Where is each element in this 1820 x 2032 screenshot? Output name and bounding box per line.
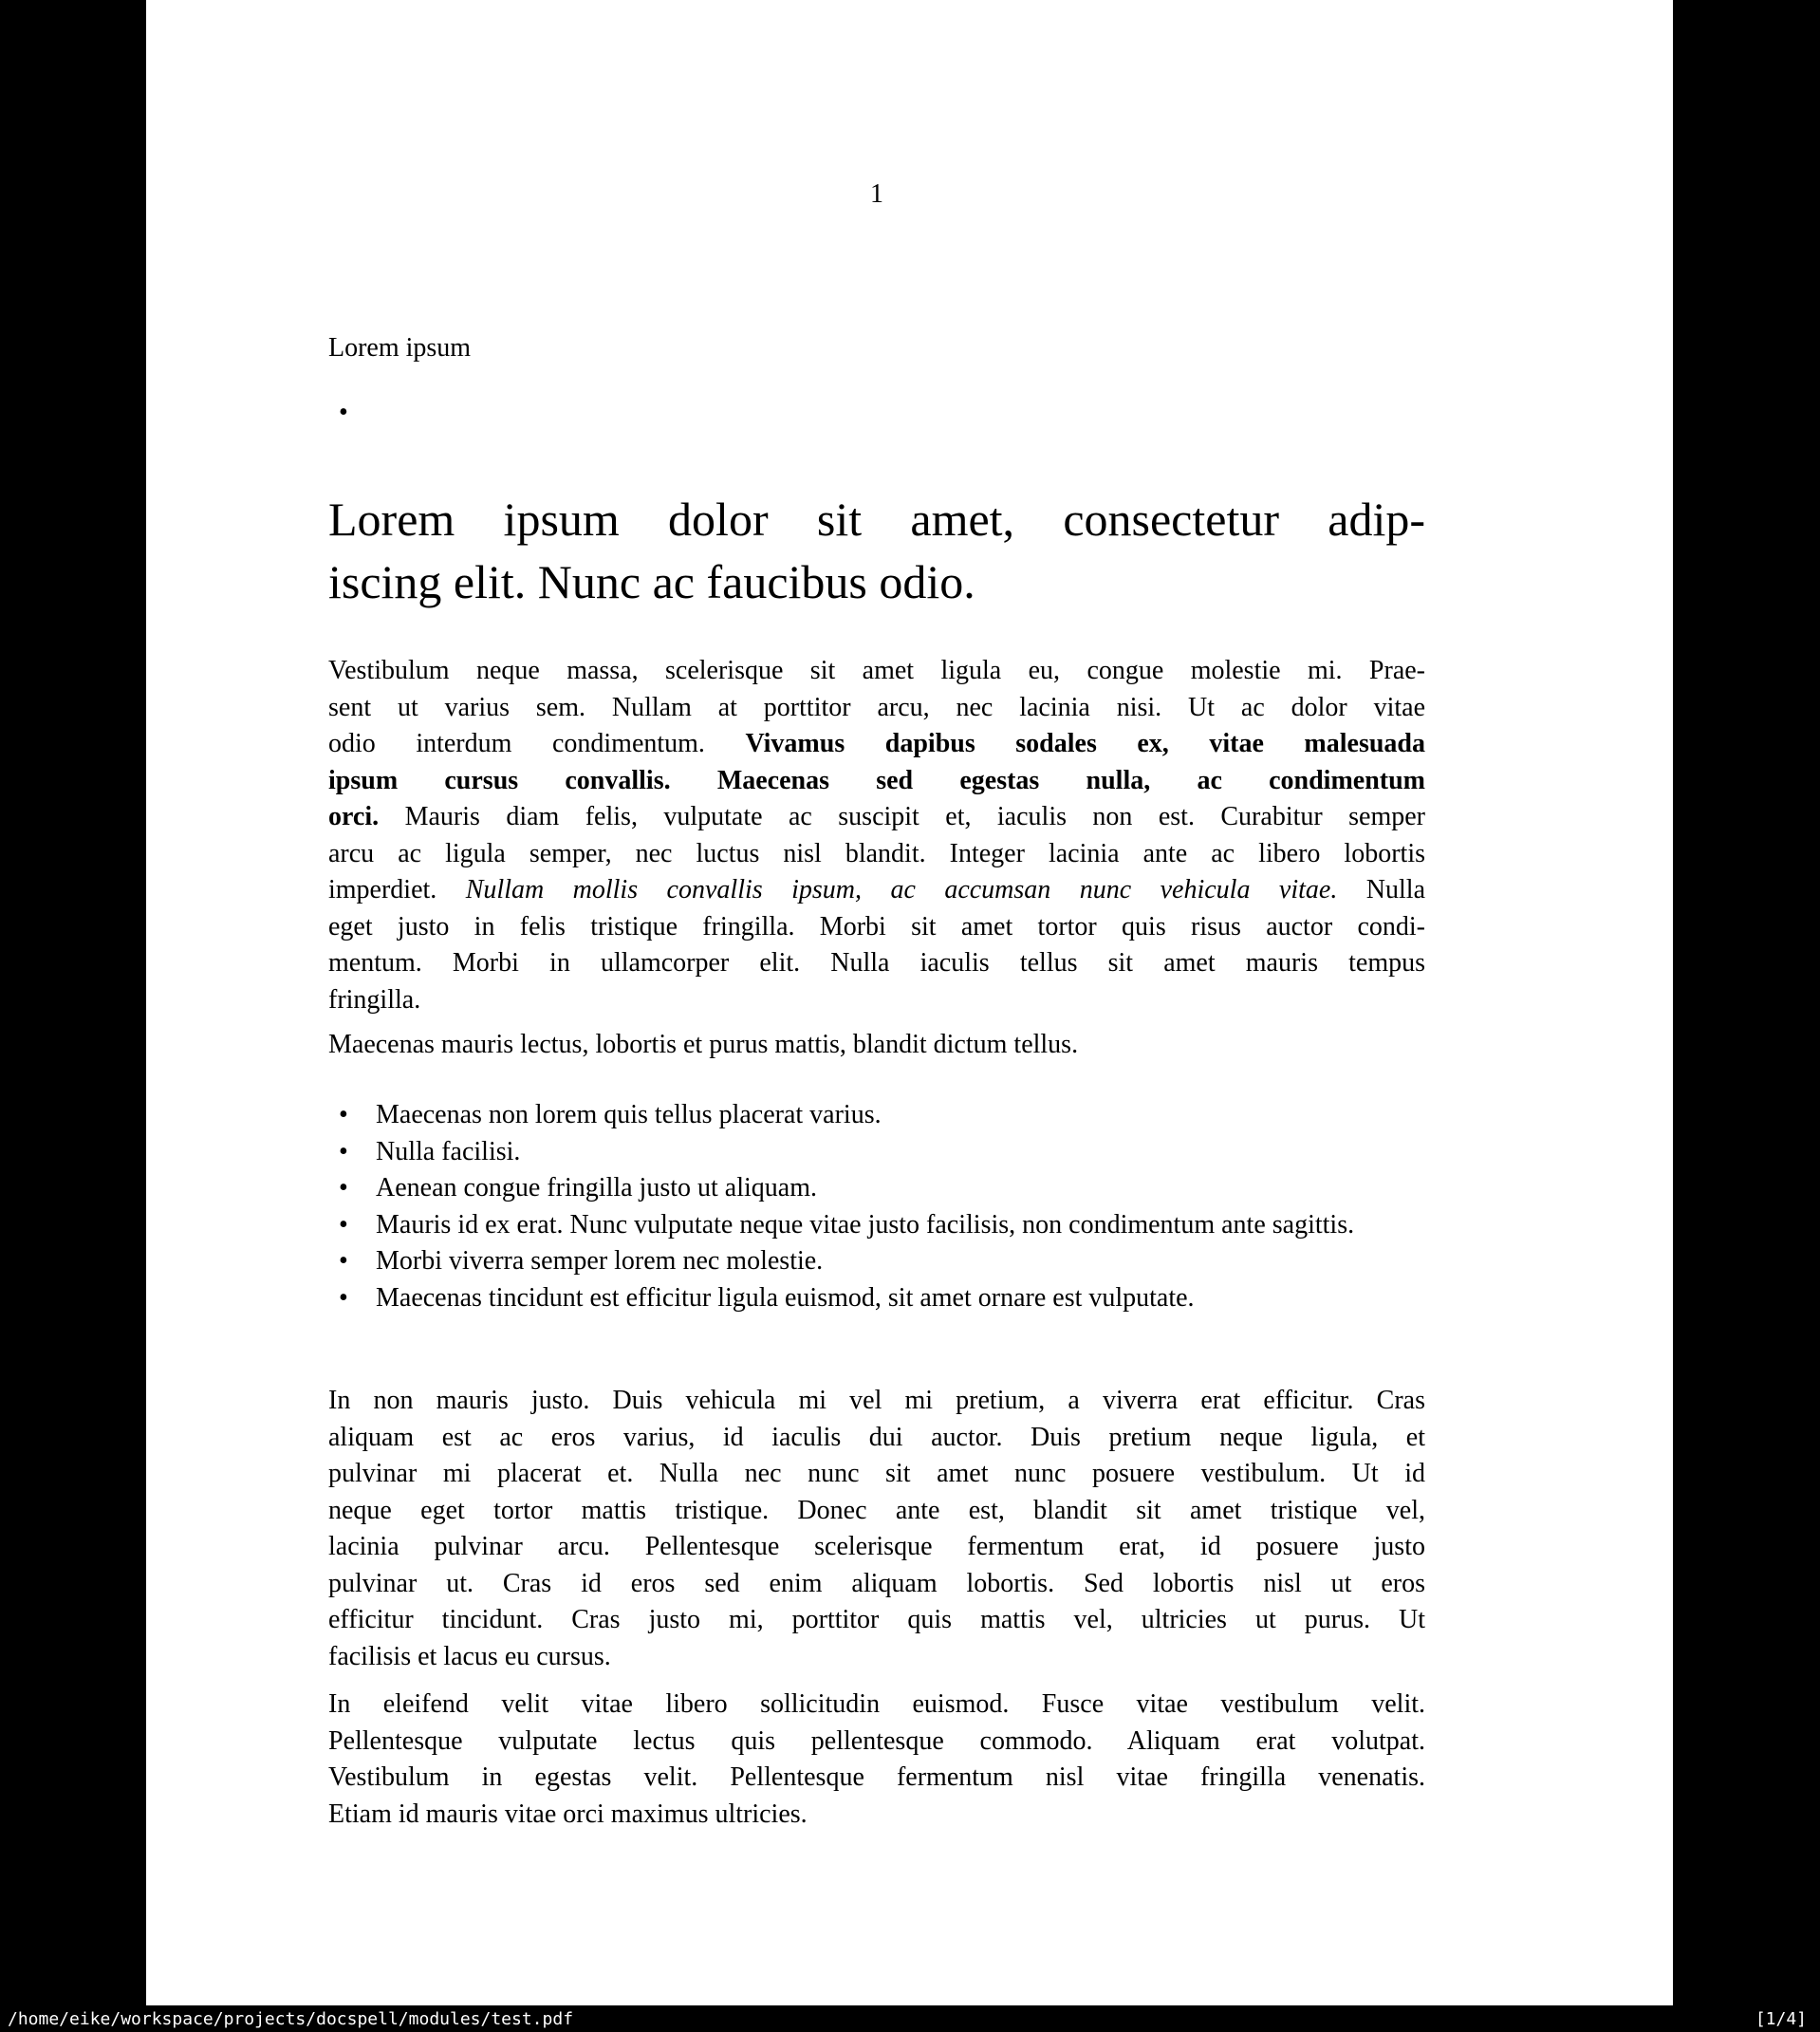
list-item — [328, 1243, 1425, 1280]
text-line — [328, 872, 1425, 909]
list-item — [328, 1280, 1425, 1317]
bullet-icon: • — [339, 1136, 348, 1166]
text-segment-normal: neque eget tortor mattis tristique. Donec ante est, blandit sit amet tristique vel, — [328, 1495, 1425, 1525]
bullet-icon: • — [339, 1209, 348, 1240]
text-segment-normal: facilisis et lacus eu cursus. — [328, 1641, 611, 1671]
text-segment-normal: arcu ac ligula semper, nec luctus nisl blandit. Integer lacinia ante ac libero lobortis — [328, 838, 1425, 868]
text-segment-normal: In eleifend velit vitae libero sollicitudin euismod. Fusce vitae vestibulum velit. — [328, 1689, 1425, 1719]
text-line — [328, 909, 1425, 946]
text-segment-bold: Vivamus dapibus sodales ex, vitae malesuada — [745, 729, 1425, 758]
text-line — [328, 690, 1425, 727]
text-line — [328, 1566, 1425, 1603]
text-segment-normal: sent ut varius sem. Nullam at porttitor arcu, nec lacinia nisi. Ut ac dolor vitae — [328, 692, 1425, 722]
text-line — [328, 1602, 1425, 1639]
intro-paragraph: Lorem ipsum — [328, 333, 472, 363]
text-line — [328, 1687, 1425, 1724]
list-item-text: Nulla facilisi. — [376, 1136, 521, 1166]
text-segment-normal: pulvinar mi placerat et. Nulla nec nunc sit amet nunc posuere vestibulum. Ut id — [328, 1459, 1425, 1488]
bullet-list — [328, 1097, 1425, 1316]
list-item-text: Mauris id ex erat. Nunc vulputate neque vitae justo facilisis, non condimentum ante sagittis. — [376, 1209, 1355, 1240]
text-segment-normal: aliquam est ac eros varius, id iaculis dui auctor. Duis pretium neque ligula, et — [328, 1422, 1425, 1452]
text-line — [328, 763, 1425, 800]
text-segment-normal: lacinia pulvinar arcu. Pellentesque scelerisque fermentum erat, id posuere justo — [328, 1532, 1425, 1561]
bullet-icon: • — [339, 1246, 348, 1276]
text-line — [328, 1493, 1425, 1530]
text-line — [328, 550, 1425, 613]
standalone-bullet-icon: • — [339, 398, 348, 427]
list-item — [328, 1207, 1425, 1244]
list-item — [328, 1134, 1425, 1171]
text-line — [328, 1420, 1425, 1457]
text-line — [328, 1529, 1425, 1566]
text-segment-normal: Nulla — [1337, 875, 1426, 904]
list-item-text: Aenean congue fringilla justo ut aliquam. — [376, 1173, 817, 1202]
text-segment-normal: efficitur tincidunt. Cras justo mi, porttitor quis mattis vel, ultricies ut purus. Ut — [328, 1605, 1425, 1634]
document-heading — [328, 488, 1425, 613]
text-line — [328, 1724, 1425, 1761]
list-item-text: Maecenas tincidunt est efficitur ligula euismod, sit amet ornare est vulputate. — [376, 1282, 1195, 1313]
page-content — [328, 0, 1425, 2005]
text-segment-normal: iscing elit. Nunc ac faucibus odio. — [328, 555, 975, 608]
text-line — [328, 1760, 1425, 1797]
text-segment-normal: Mauris diam felis, vulputate ac suscipit et, iaculis non est. Curabitur semper — [404, 802, 1425, 831]
text-segment-normal: Etiam id mauris vitae orci maximus ultricies. — [328, 1799, 808, 1829]
paragraph-4 — [328, 1687, 1425, 1833]
bullet-icon: • — [339, 1173, 348, 1202]
text-segment-normal: imperdiet. — [328, 875, 466, 904]
text-line — [328, 1797, 1425, 1834]
text-segment-bold: ipsum cursus convallis. Maecenas sed egestas nulla, ac condimentum — [328, 765, 1425, 795]
text-segment-normal: mentum. Morbi in ullamcorper elit. Nulla iaculis tellus sit amet mauris tempus — [328, 948, 1425, 978]
list-item — [328, 1097, 1425, 1134]
text-line — [328, 1456, 1425, 1493]
text-segment-normal: Pellentesque vulputate lectus quis pellentesque commodo. Aliquam erat volutpat. — [328, 1725, 1425, 1756]
statusbar — [0, 2005, 1820, 2032]
text-line — [328, 726, 1425, 763]
text-segment-bold: orci. — [328, 802, 405, 831]
bullet-icon: • — [339, 1282, 348, 1313]
text-segment-normal: Vestibulum neque massa, scelerisque sit amet ligula eu, congue molestie mi. Prae- — [328, 656, 1425, 685]
text-line — [328, 799, 1425, 836]
text-line — [328, 1639, 1425, 1676]
list-item-text: Maecenas non lorem quis tellus placerat varius. — [376, 1100, 882, 1129]
paragraph-2: Maecenas mauris lectus, lobortis et purus mattis, blandit dictum tellus. — [328, 1030, 1079, 1059]
text-segment-normal: eget justo in felis tristique fringilla. Morbi sit amet tortor quis risus auctor condi- — [328, 911, 1425, 941]
file-path: /home/eike/workspace/projects/docspell/modules/test.pdf — [8, 2008, 574, 2029]
text-segment-normal: Lorem ipsum dolor sit amet, consectetur adip- — [328, 493, 1425, 546]
text-segment-normal: pulvinar ut. Cras id eros sed enim aliquam lobortis. Sed lobortis nisl ut eros — [328, 1568, 1425, 1598]
text-segment-normal: fringilla. — [328, 984, 421, 1015]
text-line — [328, 653, 1425, 690]
text-segment-italic: Nullam mollis convallis ipsum, ac accumsan nunc vehicula vitae. — [465, 875, 1338, 904]
text-line — [328, 945, 1425, 982]
list-item — [328, 1170, 1425, 1207]
text-line — [328, 488, 1425, 550]
paragraph-1 — [328, 653, 1425, 1018]
text-segment-normal: In non mauris justo. Duis vehicula mi vel mi pretium, a viverra erat efficitur. Cras — [328, 1386, 1425, 1415]
paragraph-3 — [328, 1383, 1425, 1675]
text-line — [328, 982, 1425, 1019]
text-segment-normal: odio interdum condimentum. — [328, 729, 746, 758]
text-line — [328, 1383, 1425, 1420]
page-indicator: [1/4] — [1755, 2008, 1807, 2029]
text-line — [328, 836, 1425, 873]
text-segment-normal: Vestibulum in egestas velit. Pellentesque fermentum nisl vitae fringilla venenatis. — [328, 1762, 1425, 1792]
pdf-page[interactable] — [146, 0, 1673, 2005]
page-number: 1 — [870, 179, 883, 209]
bullet-icon: • — [339, 1100, 348, 1129]
list-item-text: Morbi viverra semper lorem nec molestie. — [376, 1246, 824, 1276]
